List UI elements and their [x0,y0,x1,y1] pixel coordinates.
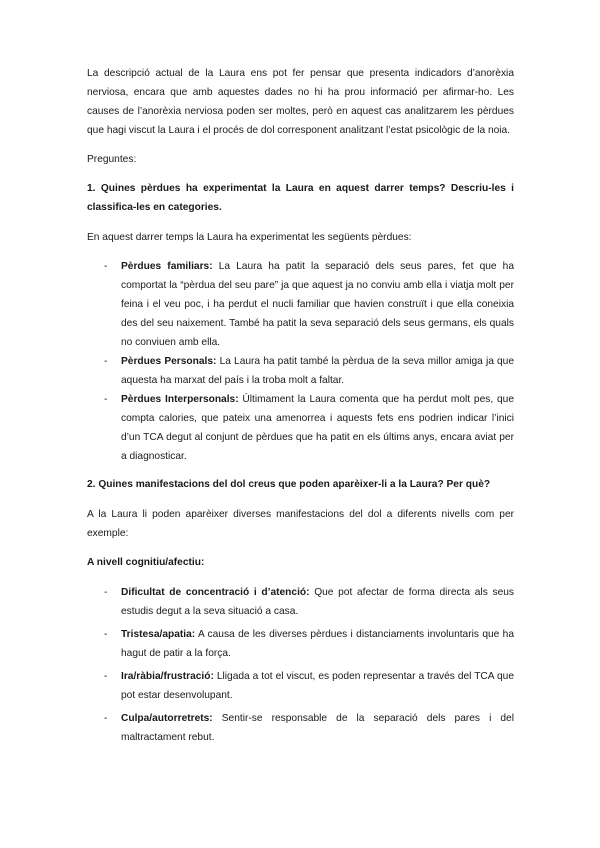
list-item-text: La Laura ha patit també la pèrdua de la seva millor amiga ja que aquesta ha marxat del país i la troba molt a faltar. [121,356,515,386]
dash-bullet: - [104,261,108,272]
question-2: 2. Quines manifestacions del dol creus que poden aparèixer-li a la Laura? Per què? [87,479,491,490]
list-item [87,257,514,352]
document-body [87,64,514,747]
manifestations-list [87,583,514,747]
dash-bullet: - [104,713,108,724]
question-2-answer-intro: A la Laura li poden aparèixer diverses manifestacions del dol a diferents nivells com per exemple: [87,509,514,539]
list-item [87,352,514,390]
questions-label: Preguntes: [87,154,137,165]
list-item-text: Sentir-se responsable de la separació dels pares i del maltractament rebut. [121,713,514,743]
dash-bullet: - [104,587,108,598]
list-item-term: Dificultat de concentració i d’atenció: [121,587,310,598]
dash-bullet: - [104,629,108,640]
list-item-text: A causa de les diverses pèrdues i distanciaments involuntaris que ha hagut de patir a la força. [121,629,514,659]
dash-bullet: - [104,394,108,405]
intro-paragraph: La descripció actual de la Laura ens pot fer pensar que presenta indicadors d’anorèxia nerviosa, encara que amb aquestes dades no hi ha prou informació per afirmar-ho. Les causes de l’anorèxia nerviosa poden ser moltes, però en aquest cas analitzarem les pèrdues que hagi viscut la Laura i el procés de dol corresponent analitzant l’estat psicològic de la noia. [87,68,514,136]
list-item-text: Que pot afectar de forma directa als seus estudis degut a la seva situació a casa. [121,587,514,617]
list-item [87,625,514,663]
list-item-text: La Laura ha patit la separació dels seus pares, fet que ha comportat la “pèrdua del seu pare” ja que aquest ja no conviu amb ella i viatja molt per feina i el veu poc, i ha perdut el nucli familiar que havien construït i que ella coneixia des del seu naixement. També ha patit la seva separació dels seus germans, els quals no conviuen amb ella. [121,261,515,348]
losses-list [87,257,514,466]
list-item-term: Pèrdues familiars: [121,261,213,272]
list-item-term: Culpa/autorretrets: [121,713,213,724]
spacer [87,466,514,475]
list-item [87,709,514,747]
question-1: 1. Quines pèrdues ha experimentat la Laura en aquest darrer temps? Descriu-les i classifica-les en categories. [87,183,514,213]
dash-bullet: - [104,671,108,682]
list-item [87,667,514,705]
list-item-text: Últimament la Laura comenta que ha perdut molt pes, que compta calories, que pateix una amenorrea i aquests fets ens podrien indicar l’inici d’un TCA degut al conjunt de pèrdues que ha patit en els últims anys, encara aviat per a diagnosticar. [121,394,514,462]
list-item-term: Pèrdues Personals: [121,356,217,367]
question-1-answer-intro: En aquest darrer temps la Laura ha experimentat les següents pèrdues: [87,232,412,243]
level-label: A nivell cognitiu/afectiu: [87,557,205,568]
dash-bullet: - [104,356,108,367]
list-item-text: Lligada a tot el viscut, es poden representar a través del TCA que pot estar desenvolupant. [121,671,514,701]
list-item [87,583,514,621]
list-item-term: Tristesa/apatia: [121,629,196,640]
list-item-term: Pèrdues Interpersonals: [121,394,239,405]
list-item-term: Ira/ràbia/frustració: [121,671,214,682]
list-item [87,390,514,466]
